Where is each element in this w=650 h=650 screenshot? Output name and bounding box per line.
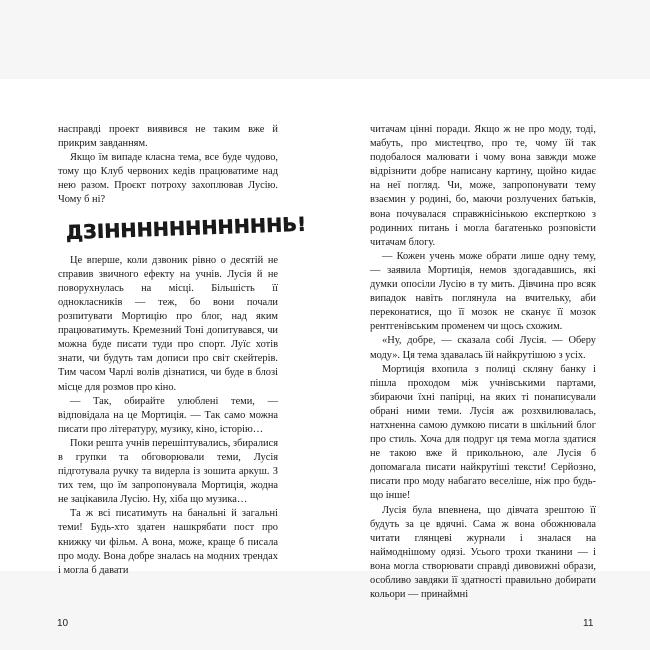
page-number-left: 10 <box>57 618 69 629</box>
paragraph: «Ну, добре, — сказала собі Лусія. — Оберу моду». Ця тема здавалась їй найкрутішою з усіх. <box>370 335 596 361</box>
left-page <box>0 79 325 629</box>
left-text-column <box>58 123 307 578</box>
paragraph: Поки решта учнів перешіптувались, збиралися в групки та обговорювали теми, Лусія підготувала ручку та видерла із зошита аркуш. З тих тем, що їм запропонувала Мортиція, жодна не зацікавила Лусію. Ну, хіба що музика… <box>58 437 278 506</box>
page-number-right: 11 <box>583 618 594 629</box>
paragraph: Мортиція вхопила з полиці скляну банку і пішла проходом між учнівськими партами, збираючи їхні папірці, на яких ті понаписували обрані ними теми. Лусія аж розхвилювалась, натхненна самою думкою писати в шкільний блог про стиль. Хоча для подруг ця тема могла здатися не такою вже й прикольною, але Лусія б допомагала писати найкрутіші тексти! Серйозно, писати про моду набагато веселіше, ніж про будь-що інше! <box>370 363 596 502</box>
right-text-column <box>370 123 596 602</box>
paragraph: Та ж всі писатимуть на банальні й загальні теми! Будь-хто здатен нашкрябати пост про книжку чи фільм. А вона, може, краще б писала про моду. Вона добре зналась на модних трендах і могла б давати <box>58 508 278 576</box>
paragraph: — Кожен учень може обрати лише одну тему, — заявила Мортиція, немов здогадавшись, які думки опосіли Лусію в ту мить. Дівчина про всяк випадок навіть поглянула на вчительку, аби переконатися, що її мозок не сканує її мозок рентгенівським променем чи щось схожим. <box>370 250 596 333</box>
paragraph: — Так, обирайте улюблені теми, — відповідала на це Мортиція. — Так само можна писати про літературу, музику, кіно, історію… <box>58 395 278 435</box>
paragraph: читачам цінні поради. Якщо ж не про моду, тоді, мабуть, про мистецтво, про те, чому їй так подобалося малювати і чому вона завжди може відрізнити добре написану картину, щойно кидає на неї погляд. Чи, може, запропонувати тему взаємин у родині, бо, маючи розлучених батьків, вона почувалася справжнісінькою експерткою з родинних питань і могла багатенько розповісти читачам блогу. <box>370 124 596 248</box>
paragraph: Якщо їм випаде класна тема, все буде чудово, тому що Клуб червоних кедів працюватиме над нею разом. Проєкт потроху захоплював Лусію. Чому б ні? <box>58 152 278 206</box>
paragraph: насправді проект виявився не таким вже й прикрим завданням. <box>58 124 278 150</box>
bell-sound-heading: ДЗІНННННННННННЬ! <box>65 213 307 244</box>
paragraph: Лусія була впевнена, що дівчата зрештою її будуть за це вдячні. Сама ж вона обожнювала читати глянцеві журнали і зналася на наймоднішому одязі. Усього трохи тканини — і вона могла створювати справді дивовижні образи, особливо завдяки її здатності правильно добирати кольори — принаймні <box>370 504 596 601</box>
paragraph: Це вперше, коли дзвоник рівно о десятій не справив звичного ефекту на учнів. Лусія й не поворухнулась на місці. Більшість її однокласників — теж, бо вони почали розпитувати Мортицію про блог, над яким працюватимуть. Кремезний Тоні допитувався, чи можна буде писати туди про спорт. Луїс хотів знати, чи будуть там дописи про світ скейтерів. Тим часом Чарлі волів дізнатися, чи буде в блозі місце для розмов про кіно. <box>58 254 278 393</box>
